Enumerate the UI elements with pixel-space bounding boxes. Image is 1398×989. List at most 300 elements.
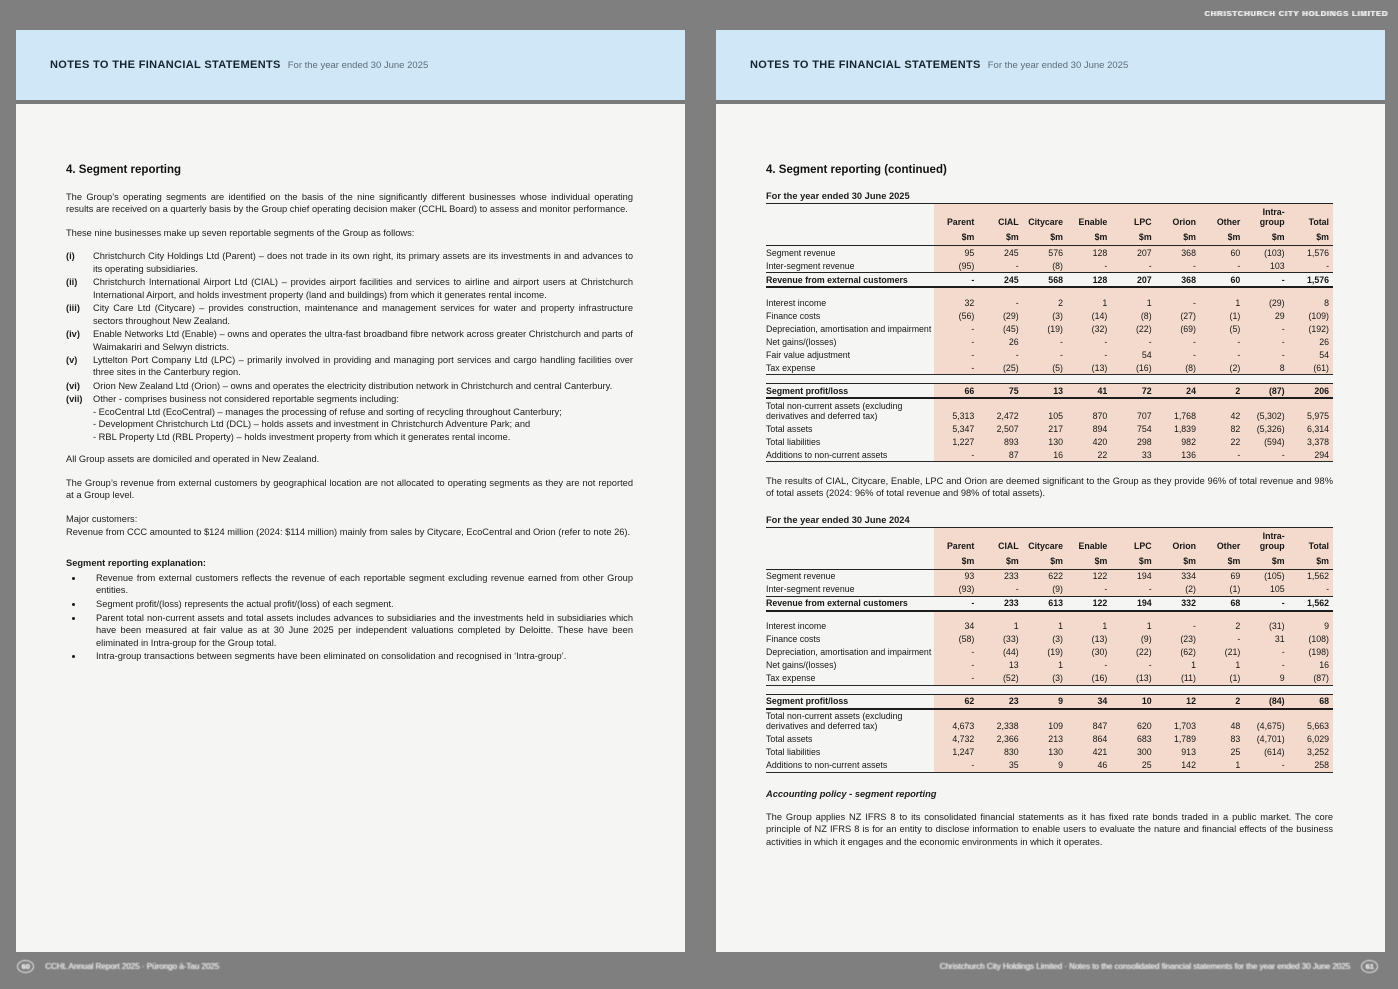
row-label: Tax expense — [766, 361, 934, 375]
cell-value: 130 — [1023, 435, 1067, 448]
unit-header-blank — [766, 553, 934, 569]
table-row — [766, 709, 1333, 733]
cell-value: 136 — [1156, 448, 1200, 462]
page-left — [16, 30, 685, 952]
column-header: Parent — [934, 528, 978, 553]
cell-value: (8) — [1111, 309, 1155, 322]
table-gap-row — [766, 685, 1333, 694]
cell-value: 34 — [1067, 694, 1111, 709]
cell-value: - — [1111, 659, 1155, 672]
cell-value: - — [1067, 659, 1111, 672]
cell-value: (5,302) — [1244, 398, 1288, 422]
cell-value: (1) — [1200, 309, 1244, 322]
table-row — [766, 448, 1333, 462]
cell-value: 5,347 — [934, 422, 978, 435]
cell-value: 87 — [978, 448, 1022, 462]
table-row — [766, 361, 1333, 375]
cell-value: 8 — [1289, 296, 1333, 309]
cell-value: 2,366 — [978, 733, 1022, 746]
cell-value: 1 — [1023, 620, 1067, 633]
cell-value: - — [934, 361, 978, 375]
cell-value: (105) — [1244, 569, 1288, 583]
column-header: Parent — [934, 204, 978, 229]
table-gap-row — [766, 611, 1333, 620]
unit-header: $m — [934, 229, 978, 245]
cell-value: - — [1244, 596, 1288, 611]
cell-value: 5,663 — [1289, 709, 1333, 733]
cell-value: 16 — [1023, 448, 1067, 462]
segment-list-item — [66, 250, 633, 275]
cell-value: 894 — [1067, 422, 1111, 435]
cell-value: 1 — [1111, 296, 1155, 309]
cell-value: 22 — [1067, 448, 1111, 462]
cell-value: (1) — [1200, 583, 1244, 597]
cell-value: 105 — [1023, 398, 1067, 422]
cell-value: 12 — [1156, 694, 1200, 709]
cell-value: 109 — [1023, 709, 1067, 733]
cell-value: 207 — [1111, 273, 1155, 288]
row-label: Additions to non-current assets — [766, 759, 934, 773]
cell-value: (3) — [1023, 309, 1067, 322]
cell-value — [1244, 287, 1288, 296]
cell-value: (614) — [1244, 746, 1288, 759]
major-customers-text: Revenue from CCC amounted to $124 million (2024: $114 million) mainly from sales by Citycare, EcoCentral and Orion (refer to note 26). — [66, 526, 631, 537]
table-row — [766, 596, 1333, 611]
section-heading: 4. Segment reporting — [66, 164, 182, 176]
column-header: Other — [1200, 204, 1244, 229]
cell-value: 1 — [1156, 659, 1200, 672]
segment-table-2025 — [766, 191, 1333, 462]
cell-value — [1111, 685, 1155, 694]
row-label — [766, 287, 934, 296]
cell-value: 870 — [1067, 398, 1111, 422]
page-body-left — [16, 104, 685, 663]
cell-value: 298 — [1111, 435, 1155, 448]
cell-value: 48 — [1200, 709, 1244, 733]
cell-value: (19) — [1023, 322, 1067, 335]
cell-value: 13 — [1023, 384, 1067, 399]
row-label: Total non-current assets (excluding derivatives and deferred tax) — [766, 400, 903, 421]
cell-value: 1,703 — [1156, 709, 1200, 733]
row-label: Inter-segment revenue — [766, 260, 855, 271]
cell-value — [1156, 685, 1200, 694]
cell-value: 130 — [1023, 746, 1067, 759]
accounting-policy-paragraph: The Group applies NZ IFRS 8 to its consolidated financial statements as it has fixed rate bonds traded in a public market. The core principle of NZ IFRS 8 is for an entity to disclose information to enable users to evaluate the nature and financial effects of the business activities in which it engages and the economic environments in which it operates. — [766, 811, 1333, 847]
section-heading-continued: 4. Segment reporting (continued) — [766, 164, 947, 176]
row-label: Net gains/(losses) — [766, 660, 837, 671]
cell-value: 707 — [1111, 398, 1155, 422]
unit-header: $m — [1023, 229, 1067, 245]
cell-value — [1067, 685, 1111, 694]
cell-value: 62 — [934, 694, 978, 709]
cell-value: 1,576 — [1289, 246, 1333, 260]
cell-value: (9) — [1023, 583, 1067, 597]
cell-value: 2 — [1023, 296, 1067, 309]
row-label: Interest income — [766, 297, 827, 308]
cell-value — [978, 375, 1022, 384]
row-label: Segment profit/loss — [766, 694, 934, 709]
cell-value: 368 — [1156, 273, 1200, 288]
cell-value: (23) — [1156, 633, 1200, 646]
table-row — [766, 384, 1333, 399]
cell-value: (8) — [1156, 361, 1200, 375]
cell-value: 830 — [978, 746, 1022, 759]
cell-value: 33 — [1111, 448, 1155, 462]
cell-value: (62) — [1156, 646, 1200, 659]
cell-value: 35 — [978, 759, 1022, 773]
segment-list-item — [66, 393, 633, 443]
cell-value: (52) — [978, 672, 1022, 686]
cell-value: 1 — [1067, 620, 1111, 633]
cell-value: - — [1244, 335, 1288, 348]
cell-value — [978, 287, 1022, 296]
cell-value: (3) — [1023, 633, 1067, 646]
segment-list-item — [66, 328, 633, 353]
cell-value: (3) — [1023, 672, 1067, 686]
explanation-bullet: • Segment profit/(loss) represents the actual profit/(loss) of each segment. — [84, 598, 633, 611]
segment-text — [93, 302, 633, 327]
segment-number: (iii) — [66, 303, 80, 314]
explanation-heading: Segment reporting explanation: — [66, 558, 206, 569]
cell-value: (84) — [1244, 694, 1288, 709]
segment-text-line: Christchurch International Airport Ltd (CIAL) – provides airport facilities and services to airline and airport users at Christchurch International Airport, and holds investment property (land and buildings) from which it generates rental income. — [93, 277, 633, 300]
column-header: Citycare — [1023, 528, 1067, 553]
cell-value: - — [1244, 322, 1288, 335]
cell-value: 46 — [1067, 759, 1111, 773]
column-header: Other — [1200, 528, 1244, 553]
cell-value: (19) — [1023, 646, 1067, 659]
cell-value: - — [934, 273, 978, 288]
cell-value: 4,673 — [934, 709, 978, 733]
cell-value: - — [1244, 759, 1288, 773]
row-label: Total non-current assets (excluding derivatives and deferred tax) — [766, 711, 903, 732]
table-row — [766, 422, 1333, 435]
cell-value: - — [1111, 335, 1155, 348]
cell-value: (192) — [1289, 322, 1333, 335]
cell-value: (14) — [1067, 309, 1111, 322]
significance-paragraph: The results of CIAL, Citycare, Enable, LPC and Orion are deemed significant to the Group as they provide 96% of total revenue and 98% of total assets (2024: 96% of total revenue and 98% of total assets). — [766, 476, 1333, 499]
row-label: Finance costs — [766, 310, 821, 321]
row-label: Fair value adjustment — [766, 349, 851, 360]
cell-value — [1111, 375, 1155, 384]
cell-value: 620 — [1111, 709, 1155, 733]
page-header-band-right — [716, 30, 1385, 100]
unit-header: $m — [1244, 229, 1288, 245]
cell-value: (30) — [1067, 646, 1111, 659]
cell-value: 1 — [1200, 759, 1244, 773]
table-row — [766, 620, 1333, 633]
cell-value — [978, 611, 1022, 620]
segment-number: (vii) — [66, 394, 83, 405]
row-label: Segment revenue — [766, 571, 836, 582]
cell-value — [934, 685, 978, 694]
cell-value: 6,314 — [1289, 422, 1333, 435]
table-row — [766, 296, 1333, 309]
cell-value: 9 — [1244, 672, 1288, 686]
segment-sub-line: - Development Christchurch Ltd (DCL) – holds assets and investment in Christchurch Adventure Park; and — [93, 419, 531, 430]
cell-value: 245 — [978, 246, 1022, 260]
cell-value: - — [1156, 259, 1200, 273]
cell-value: (22) — [1111, 322, 1155, 335]
cell-value: 1,227 — [934, 435, 978, 448]
segment-text-line: City Care Ltd (Citycare) – provides construction, maintenance and management services for water and property infrastructure sectors throughout New Zealand. — [93, 303, 633, 326]
cell-value — [1023, 375, 1067, 384]
cell-value: - — [934, 759, 978, 773]
table-row — [766, 322, 1333, 335]
cell-value: 60 — [1200, 246, 1244, 260]
cell-value: - — [1023, 348, 1067, 361]
table-row — [766, 583, 1333, 597]
cell-value: 421 — [1067, 746, 1111, 759]
explanation-bullet: • Revenue from external customers reflects the revenue of each reportable segment excluding revenue earned from other Group entities. — [84, 572, 633, 597]
cell-value: 1 — [1067, 296, 1111, 309]
cell-value: - — [1067, 259, 1111, 273]
cell-value: 893 — [978, 435, 1022, 448]
cell-value: 16 — [1289, 659, 1333, 672]
cell-value: - — [1156, 620, 1200, 633]
cell-value: 9 — [1289, 620, 1333, 633]
cell-value — [1244, 611, 1288, 620]
cell-value: 13 — [978, 659, 1022, 672]
column-header: LPC — [1111, 204, 1155, 229]
unit-header-blank — [766, 229, 934, 245]
cell-value — [1244, 685, 1288, 694]
cell-value: 142 — [1156, 759, 1200, 773]
brand-watermark: CHRISTCHURCH CITY HOLDINGS LIMITED — [1204, 9, 1388, 18]
row-label: Revenue from external customers — [766, 273, 934, 288]
cell-value: 26 — [1289, 335, 1333, 348]
cell-value — [1067, 375, 1111, 384]
cell-value: (32) — [1067, 322, 1111, 335]
cell-value: (13) — [1067, 633, 1111, 646]
cell-value: - — [1200, 259, 1244, 273]
cell-value — [1200, 611, 1244, 620]
unit-header: $m — [1023, 553, 1067, 569]
footer-text-left: CCHL Annual Report 2025 · Pūrongo ā-Tau 2025 — [45, 962, 220, 971]
table-row — [766, 348, 1333, 361]
cell-value: 1,576 — [1289, 273, 1333, 288]
cell-value: (22) — [1111, 646, 1155, 659]
cell-value: (87) — [1289, 672, 1333, 686]
cell-value: (13) — [1111, 672, 1155, 686]
cell-value: 122 — [1067, 596, 1111, 611]
cell-value: - — [934, 348, 978, 361]
major-customers-label: Major customers: — [66, 513, 138, 524]
cell-value: 29 — [1244, 309, 1288, 322]
cell-value: - — [1023, 335, 1067, 348]
table-row — [766, 659, 1333, 672]
cell-value: 103 — [1244, 259, 1288, 273]
cell-value: 25 — [1200, 746, 1244, 759]
cell-value: - — [934, 448, 978, 462]
cell-value: - — [1289, 259, 1333, 273]
segment-text-line: Other - comprises business not considered reportable segments including: — [93, 394, 399, 405]
row-label: Depreciation, amortisation and impairment — [766, 323, 932, 334]
segment-table — [766, 204, 1333, 462]
cell-value: 105 — [1244, 583, 1288, 597]
cell-value: 1,562 — [1289, 569, 1333, 583]
column-header: CIAL — [978, 204, 1022, 229]
row-label: Additions to non-current assets — [766, 448, 934, 462]
cell-value: (5) — [1200, 322, 1244, 335]
cell-value: - — [978, 296, 1022, 309]
footer-right — [940, 960, 1378, 973]
cell-value: - — [1156, 335, 1200, 348]
cell-value: 1,789 — [1156, 733, 1200, 746]
cell-value: (44) — [978, 646, 1022, 659]
cell-value — [1067, 287, 1111, 296]
segment-text-line: Christchurch City Holdings Ltd (Parent) – does not trade in its own right, its primary assets are its investments in and advances to its operating subsidiaries. — [93, 251, 633, 274]
column-header: Orion — [1156, 528, 1200, 553]
segment-sub-line: - RBL Property Ltd (RBL Property) – holds investment property from which it generates rental income. — [93, 431, 511, 442]
unit-header: $m — [978, 229, 1022, 245]
cell-value: (56) — [934, 309, 978, 322]
table-row — [766, 746, 1333, 759]
cell-value: 83 — [1200, 733, 1244, 746]
header-title: NOTES TO THE FINANCIAL STATEMENTS — [750, 59, 981, 71]
unit-header: $m — [1111, 553, 1155, 569]
cell-value — [1067, 611, 1111, 620]
row-label: Total liabilities — [766, 436, 821, 447]
cell-value: 233 — [978, 596, 1022, 611]
cell-value: (61) — [1289, 361, 1333, 375]
row-label: Total assets — [766, 734, 813, 745]
table-header-row — [766, 204, 1333, 229]
cell-value: - — [978, 583, 1022, 597]
cell-value — [1289, 611, 1333, 620]
cell-value: (31) — [1244, 620, 1288, 633]
cell-value: (58) — [934, 633, 978, 646]
table-row — [766, 309, 1333, 322]
header-title: NOTES TO THE FINANCIAL STATEMENTS — [50, 59, 281, 71]
cell-value: 245 — [978, 273, 1022, 288]
column-header: Enable — [1067, 204, 1111, 229]
cell-value: 1,562 — [1289, 596, 1333, 611]
row-label: Revenue from external customers — [766, 596, 934, 611]
cell-value: 913 — [1156, 746, 1200, 759]
cell-value: 334 — [1156, 569, 1200, 583]
segment-text — [93, 380, 633, 392]
cell-value: (5) — [1023, 361, 1067, 375]
intro-paragraph-1: The Group’s operating segments are identified on the basis of the nine significantly different businesses whose individual operating results are received on a quarterly basis by the Group chief operating decision maker (CCHL Board) to assess and monitor performance. — [66, 192, 633, 215]
cell-value — [1200, 287, 1244, 296]
unit-header: $m — [1156, 229, 1200, 245]
cell-value: (69) — [1156, 322, 1200, 335]
cell-value: (11) — [1156, 672, 1200, 686]
cell-value: - — [934, 672, 978, 686]
cell-value: 34 — [934, 620, 978, 633]
segment-text — [93, 328, 633, 353]
cell-value — [934, 611, 978, 620]
cell-value: (2) — [1200, 361, 1244, 375]
cell-value: - — [1156, 348, 1200, 361]
cell-value: (27) — [1156, 309, 1200, 322]
cell-value: (25) — [978, 361, 1022, 375]
cell-value: - — [1111, 259, 1155, 273]
segment-text — [93, 354, 633, 379]
cell-value: 32 — [934, 296, 978, 309]
cell-value — [1156, 287, 1200, 296]
row-label — [766, 611, 934, 620]
cell-value: 576 — [1023, 246, 1067, 260]
page-header-band-left — [16, 30, 685, 100]
cell-value — [1111, 611, 1155, 620]
segment-list-item — [66, 380, 633, 392]
segment-text-line: Lyttelton Port Company Ltd (LPC) – primarily involved in providing and managing port services and cargo handling facilities over three sites in the Canterbury region. — [93, 354, 633, 378]
cell-value: - — [934, 659, 978, 672]
table-row — [766, 646, 1333, 659]
column-header: Intra-group — [1244, 528, 1288, 553]
unit-header: $m — [1200, 553, 1244, 569]
cell-value: (8) — [1023, 259, 1067, 273]
column-header: LPC — [1111, 528, 1155, 553]
cell-value: (4,701) — [1244, 733, 1288, 746]
column-header: Orion — [1156, 204, 1200, 229]
cell-value: 206 — [1289, 384, 1333, 399]
cell-value — [1289, 287, 1333, 296]
cell-value — [1023, 685, 1067, 694]
cell-value: 41 — [1067, 384, 1111, 399]
column-header-blank — [766, 528, 934, 553]
cell-value: (33) — [978, 633, 1022, 646]
column-header-blank — [766, 204, 934, 229]
cell-value: - — [978, 348, 1022, 361]
cell-value: - — [1244, 273, 1288, 288]
cell-value: - — [934, 596, 978, 611]
unit-header: $m — [1156, 553, 1200, 569]
cell-value: (95) — [934, 259, 978, 273]
cell-value — [1289, 685, 1333, 694]
table-row — [766, 335, 1333, 348]
segment-table-2024 — [766, 515, 1333, 773]
cell-value — [1200, 375, 1244, 384]
table-caption: For the year ended 30 June 2025 — [766, 191, 1333, 204]
footer-text-right: Christchurch City Holdings Limited · Notes to the consolidated financial statements for the year ended 30 June 2025 — [939, 962, 1350, 971]
cell-value: (9) — [1111, 633, 1155, 646]
footer-left — [17, 960, 219, 973]
page-body-right — [716, 104, 1385, 848]
cell-value: 95 — [934, 246, 978, 260]
cell-value: 54 — [1289, 348, 1333, 361]
cell-value: 294 — [1289, 448, 1333, 462]
domiciled-paragraph: All Group assets are domiciled and operated in New Zealand. — [66, 454, 320, 465]
table-row — [766, 733, 1333, 746]
cell-value: 2 — [1200, 694, 1244, 709]
cell-value: (21) — [1200, 646, 1244, 659]
cell-value: 1,839 — [1156, 422, 1200, 435]
cell-value: - — [978, 259, 1022, 273]
accounting-policy-heading: Accounting policy - segment reporting — [766, 788, 937, 799]
cell-value — [934, 375, 978, 384]
cell-value: 68 — [1200, 596, 1244, 611]
table-gap-row — [766, 375, 1333, 384]
cell-value: - — [1289, 583, 1333, 597]
cell-value: 82 — [1200, 422, 1244, 435]
cell-value: 22 — [1200, 435, 1244, 448]
row-label: Segment profit/loss — [766, 384, 934, 399]
cell-value: 683 — [1111, 733, 1155, 746]
cell-value: 26 — [978, 335, 1022, 348]
unit-header: $m — [1067, 553, 1111, 569]
row-label: Finance costs — [766, 634, 821, 645]
cell-value: 2,472 — [978, 398, 1022, 422]
segment-text — [93, 250, 633, 275]
header-subtitle: For the year ended 30 June 2025 — [287, 59, 429, 71]
cell-value: - — [1244, 646, 1288, 659]
unit-header: $m — [1200, 229, 1244, 245]
unit-header: $m — [934, 553, 978, 569]
cell-value: 60 — [1200, 273, 1244, 288]
